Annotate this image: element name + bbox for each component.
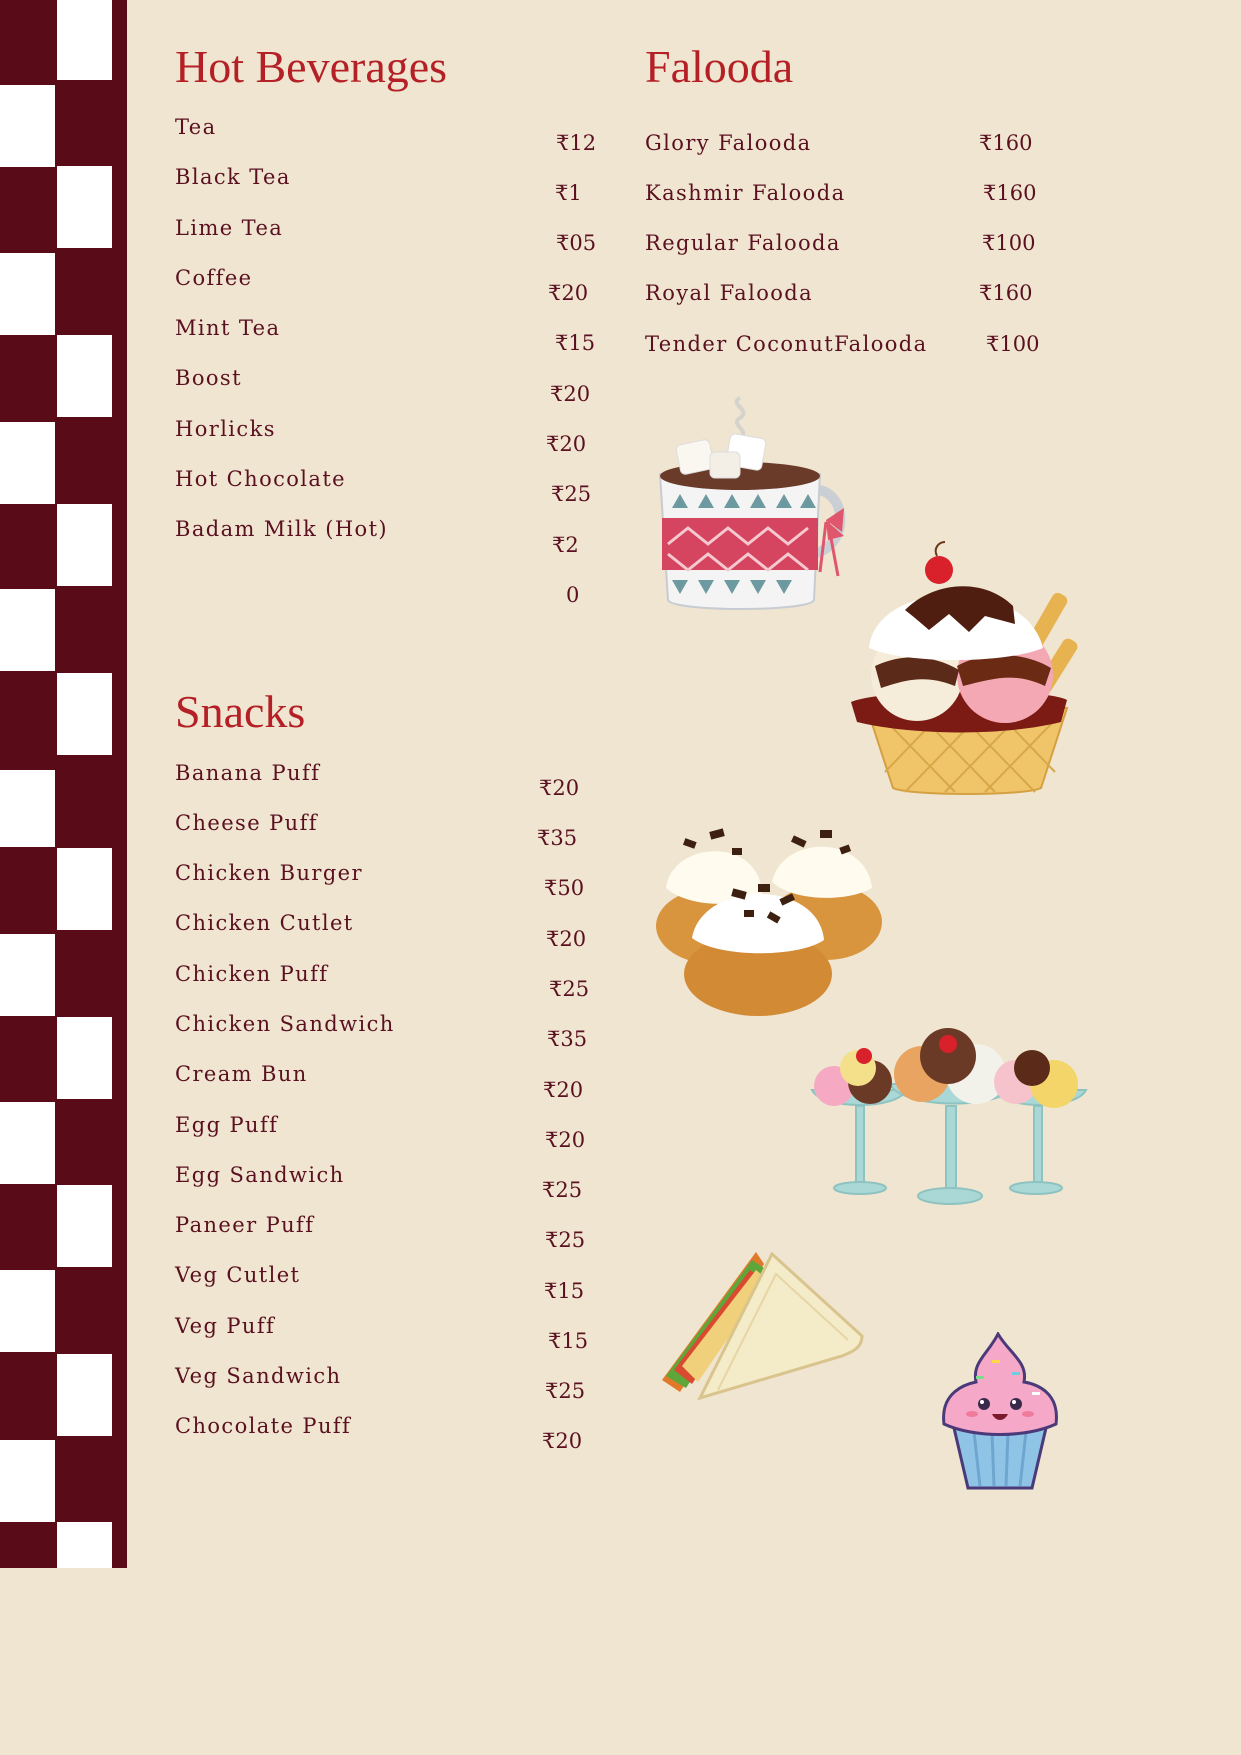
- hot-chocolate-mug-icon: [648, 390, 853, 620]
- checker-cell: [0, 1102, 55, 1184]
- beverage-item-price: ₹15: [555, 331, 596, 355]
- falooda-item-name: Glory Falooda: [645, 131, 812, 155]
- snack-item-name: Egg Puff: [175, 1113, 279, 1137]
- checker-cell: [57, 0, 112, 80]
- falooda-item-price: ₹160: [983, 181, 1037, 205]
- beverage-item-price: ₹20: [550, 382, 591, 406]
- falooda-item-price: ₹100: [982, 231, 1036, 255]
- checker-cell: [0, 422, 55, 504]
- beverage-item-name: Badam Milk (Hot): [175, 517, 389, 541]
- checkered-border: [0, 0, 127, 1568]
- snack-item-name: Veg Puff: [175, 1314, 276, 1338]
- beverage-item-name: Hot Chocolate: [175, 467, 347, 491]
- stray-price-digit: 0: [566, 583, 580, 607]
- checker-cell: [0, 770, 55, 847]
- snack-item-name: Chicken Puff: [175, 962, 329, 986]
- snack-item-price: ₹20: [545, 1128, 586, 1152]
- snack-item-price: ₹20: [539, 776, 580, 800]
- snack-item-name: Veg Cutlet: [175, 1263, 301, 1287]
- beverage-item-price: ₹20: [546, 432, 587, 456]
- snack-item-price: ₹35: [547, 1027, 588, 1051]
- checker-cell: [0, 589, 55, 671]
- checker-cell: [57, 1354, 112, 1436]
- beverage-item-name: Horlicks: [175, 417, 276, 441]
- checker-cell: [0, 934, 55, 1016]
- beverage-item-price: ₹05: [556, 231, 597, 255]
- falooda-item-name: Kashmir Falooda: [645, 181, 846, 205]
- ice-cream-cups-icon: [808, 1028, 1090, 1206]
- sundae-icon: [845, 540, 1090, 798]
- beverage-item-name: Tea: [175, 115, 217, 139]
- snack-item-name: Paneer Puff: [175, 1213, 315, 1237]
- beverage-item-price: ₹20: [548, 281, 589, 305]
- checker-cell: [57, 504, 112, 586]
- snack-item-price: ₹15: [544, 1279, 585, 1303]
- snack-item-price: ₹20: [542, 1429, 583, 1453]
- snack-item-price: ₹20: [543, 1078, 584, 1102]
- sandwich-icon: [652, 1240, 867, 1412]
- checker-cell: [57, 673, 112, 755]
- snack-item-name: Banana Puff: [175, 761, 321, 785]
- falooda-heading: Falooda: [645, 41, 794, 92]
- beverage-item-name: Mint Tea: [175, 316, 281, 340]
- checker-cell: [0, 253, 55, 335]
- snack-item-price: ₹35: [537, 826, 578, 850]
- snack-item-name: Chocolate Puff: [175, 1414, 352, 1438]
- snack-item-price: ₹15: [548, 1329, 589, 1353]
- checker-cell: [57, 848, 112, 930]
- beverage-item-price: ₹12: [556, 131, 597, 155]
- checker-cell: [0, 85, 55, 167]
- snack-item-name: Cheese Puff: [175, 811, 318, 835]
- snack-item-price: ₹50: [544, 876, 585, 900]
- snack-item-name: Chicken Sandwich: [175, 1012, 395, 1036]
- cream-puffs-icon: [652, 822, 887, 1018]
- checker-cell: [57, 1185, 112, 1267]
- snack-item-price: ₹25: [549, 977, 590, 1001]
- falooda-item-name: Regular Falooda: [645, 231, 841, 255]
- beverage-item-name: Lime Tea: [175, 216, 284, 240]
- beverage-item-price: ₹25: [551, 482, 592, 506]
- beverage-item-price: ₹2: [552, 533, 579, 557]
- hot-beverages-heading: Hot Beverages: [175, 41, 448, 92]
- snack-item-price: ₹25: [542, 1178, 583, 1202]
- checker-cell: [57, 166, 112, 248]
- snack-item-name: Veg Sandwich: [175, 1364, 342, 1388]
- falooda-item-name: Royal Falooda: [645, 281, 814, 305]
- snack-item-price: ₹25: [545, 1228, 586, 1252]
- snack-item-price: ₹20: [546, 927, 587, 951]
- snacks-heading: Snacks: [175, 686, 306, 737]
- snack-item-name: Egg Sandwich: [175, 1163, 345, 1187]
- snack-item-name: Chicken Cutlet: [175, 911, 354, 935]
- checker-cell: [0, 1440, 55, 1522]
- snack-item-price: ₹25: [545, 1379, 586, 1403]
- checker-cell: [57, 1522, 112, 1568]
- beverage-item-name: Coffee: [175, 266, 253, 290]
- falooda-item-price: ₹100: [986, 332, 1040, 356]
- falooda-item-price: ₹160: [979, 281, 1033, 305]
- beverage-item-price: ₹1: [555, 181, 582, 205]
- beverage-item-name: Boost: [175, 366, 242, 390]
- checker-cell: [0, 1270, 55, 1352]
- snack-item-name: Chicken Burger: [175, 861, 363, 885]
- cupcake-icon: [936, 1332, 1064, 1494]
- falooda-item-name: Tender CoconutFalooda: [645, 332, 928, 356]
- snack-item-name: Cream Bun: [175, 1062, 308, 1086]
- checker-cell: [57, 335, 112, 417]
- checker-cell: [57, 1017, 112, 1099]
- falooda-item-price: ₹160: [979, 131, 1033, 155]
- beverage-item-name: Black Tea: [175, 165, 291, 189]
